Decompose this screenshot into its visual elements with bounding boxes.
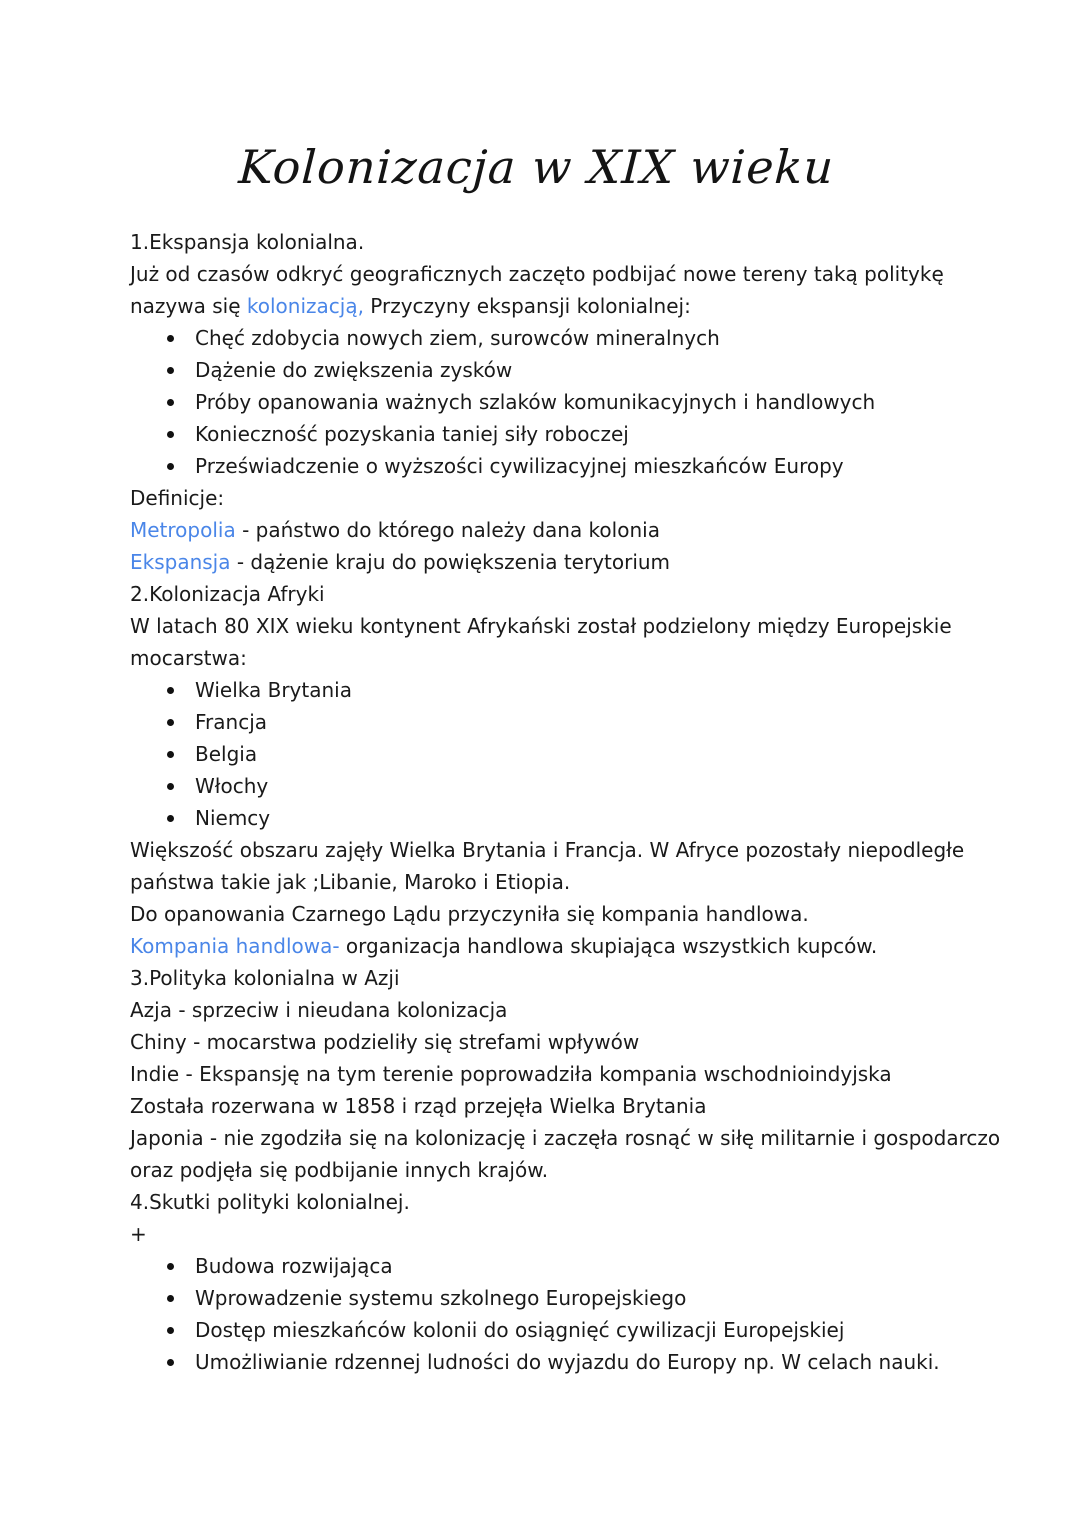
bullet-item — [130, 802, 990, 834]
text-segment: Umożliwianie rdzennej ludności do wyjazdu do Europy np. W celach nauki. — [195, 1350, 940, 1374]
text-line — [130, 930, 990, 962]
bullet-icon — [167, 399, 174, 406]
text-segment: Do opanowania Czarnego Lądu przyczyniła się kompania handlowa. — [130, 902, 809, 926]
text-segment: Wielka Brytania — [195, 678, 352, 702]
highlighted-term: Metropolia — [130, 518, 236, 542]
text-line — [130, 1026, 990, 1058]
bullet-icon — [167, 1263, 174, 1270]
text-line — [130, 290, 990, 322]
text-segment: W latach 80 XIX wieku kontynent Afrykański został podzielony między Europejskie — [130, 614, 952, 638]
text-segment: Większość obszaru zajęły Wielka Brytania i Francja. W Afryce pozostały niepodległe — [130, 838, 965, 862]
bullet-item — [130, 738, 990, 770]
text-segment: + — [130, 1222, 147, 1246]
bullet-item — [130, 322, 990, 354]
text-segment: Belgia — [195, 742, 258, 766]
bullet-icon — [167, 783, 174, 790]
bullet-icon — [167, 815, 174, 822]
text-segment: Niemcy — [195, 806, 271, 830]
text-segment: Japonia - nie zgodziła się na kolonizację i zaczęła rosnąć w siłę militarnie i gospodarczo — [130, 1126, 1001, 1150]
text-line — [130, 546, 990, 578]
bullet-item — [130, 770, 990, 802]
bullet-item — [130, 386, 990, 418]
text-segment: 4.Skutki polityki kolonialnej. — [130, 1190, 410, 1214]
bullet-item — [130, 450, 990, 482]
text-segment: Dążenie do zwiększenia zysków — [195, 358, 513, 382]
text-line — [130, 1122, 1001, 1154]
text-line — [130, 834, 990, 866]
text-segment: państwa takie jak ;Libanie, Maroko i Etiopia. — [130, 870, 571, 894]
text-line — [130, 962, 990, 994]
bullet-icon — [167, 335, 174, 342]
text-line — [130, 1218, 990, 1250]
text-segment: - dążenie kraju do powiększenia terytorium — [230, 550, 671, 574]
bullet-item — [130, 674, 990, 706]
bullet-item — [130, 354, 990, 386]
text-line — [130, 642, 990, 674]
text-line — [130, 1186, 990, 1218]
text-line — [130, 866, 990, 898]
text-line — [130, 898, 990, 930]
bullet-item — [130, 1314, 990, 1346]
text-segment: Indie - Ekspansję na tym terenie poprowadziła kompania wschodnioindyjska — [130, 1062, 892, 1086]
text-segment: Chiny - mocarstwa podzieliły się strefami wpływów — [130, 1030, 640, 1054]
bullet-icon — [167, 751, 174, 758]
text-segment: Została rozerwana w 1858 i rząd przejęła Wielka Brytania — [130, 1094, 707, 1118]
bullet-icon — [167, 367, 174, 374]
bullet-item — [130, 706, 990, 738]
text-line — [130, 610, 990, 642]
bullet-icon — [167, 431, 174, 438]
bullet-item — [130, 1282, 990, 1314]
text-segment: Włochy — [195, 774, 269, 798]
text-line — [130, 994, 990, 1026]
text-line — [130, 578, 990, 610]
highlighted-term: Kompania handlowa- — [130, 934, 340, 958]
text-line — [130, 258, 990, 290]
text-line — [130, 482, 990, 514]
text-segment: Konieczność pozyskania taniej siły roboczej — [195, 422, 629, 446]
text-line — [130, 226, 990, 258]
bullet-icon — [167, 1295, 174, 1302]
bullet-icon — [167, 687, 174, 694]
highlighted-term: kolonizacją, — [246, 294, 364, 318]
text-segment: oraz podjęła się podbijanie innych krajów. — [130, 1158, 549, 1182]
text-segment: Definicje: — [130, 486, 225, 510]
bullet-icon — [167, 719, 174, 726]
text-segment: Wprowadzenie systemu szkolnego Europejskiego — [195, 1286, 687, 1310]
text-segment: Próby opanowania ważnych szlaków komunikacyjnych i handlowych — [195, 390, 876, 414]
text-line — [130, 1058, 990, 1090]
text-segment: - państwo do którego należy dana kolonia — [235, 518, 660, 542]
text-segment: 2.Kolonizacja Afryki — [130, 582, 325, 606]
text-segment: mocarstwa: — [130, 646, 247, 670]
text-segment: Azja - sprzeciw i nieudana kolonizacja — [130, 998, 508, 1022]
document-body — [0, 226, 1080, 1378]
text-line — [130, 1154, 990, 1186]
text-segment: Już od czasów odkryć geograficznych zaczęto podbijać nowe tereny taką politykę — [130, 262, 944, 286]
bullet-icon — [167, 1327, 174, 1334]
text-segment: Dostęp mieszkańców kolonii do osiągnięć cywilizacji Europejskiej — [195, 1318, 845, 1342]
bullet-item — [130, 418, 990, 450]
text-segment: nazywa się — [130, 294, 247, 318]
text-segment: Przeświadczenie o wyższości cywilizacyjnej mieszkańców Europy — [195, 454, 844, 478]
text-segment: Francja — [195, 710, 268, 734]
page-title: Kolonizacja w XIX wieku — [237, 140, 836, 194]
bullet-item — [130, 1346, 990, 1378]
text-segment: 1.Ekspansja kolonialna. — [130, 230, 365, 254]
bullet-item — [130, 1250, 990, 1282]
bullet-icon — [167, 463, 174, 470]
text-segment: 3.Polityka kolonialna w Azji — [130, 966, 400, 990]
text-segment: Przyczyny ekspansji kolonialnej: — [363, 294, 691, 318]
text-line — [130, 514, 990, 546]
text-segment: Budowa rozwijająca — [195, 1254, 393, 1278]
text-segment: Chęć zdobycia nowych ziem, surowców mineralnych — [195, 326, 720, 350]
bullet-icon — [167, 1359, 174, 1366]
text-line — [130, 1090, 990, 1122]
highlighted-term: Ekspansja — [130, 550, 231, 574]
text-segment: organizacja handlowa skupiająca wszystkich kupców. — [339, 934, 878, 958]
